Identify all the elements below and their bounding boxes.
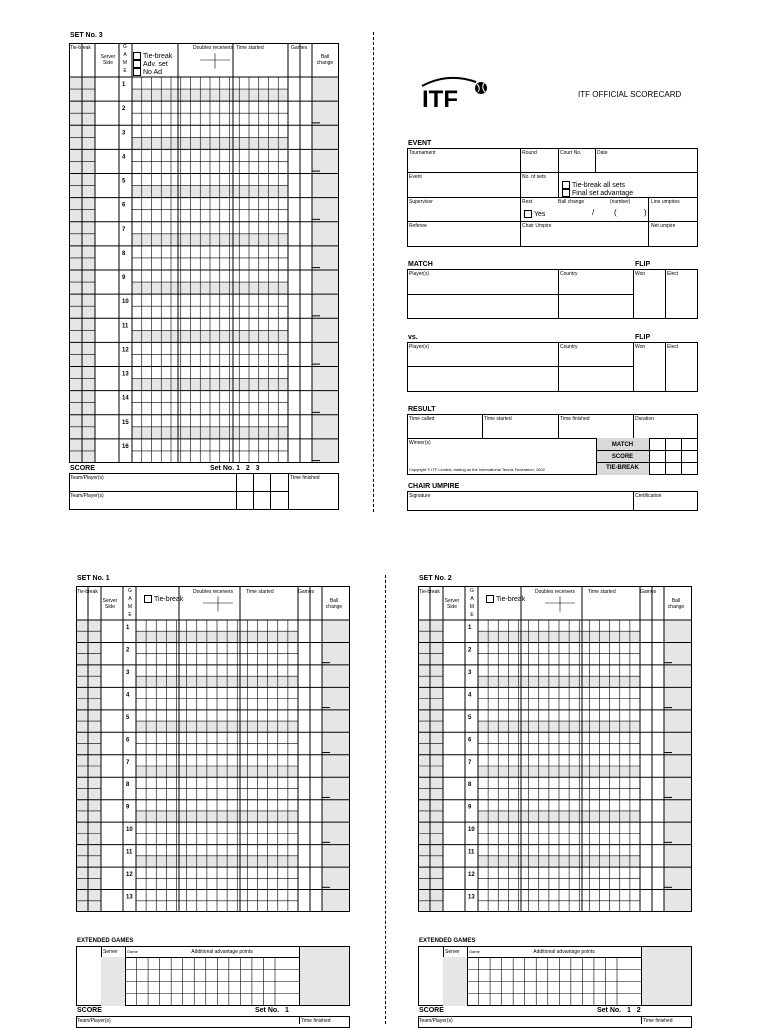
rest-yes-option[interactable]: Yes bbox=[524, 210, 545, 218]
set2-opt-tiebreak[interactable]: Tie-break bbox=[486, 595, 525, 603]
card-title: ITF OFFICIAL SCORECARD bbox=[578, 90, 682, 99]
game-number: 10 bbox=[122, 299, 129, 306]
set1-ext-game: Game bbox=[127, 949, 138, 954]
round-field[interactable]: Round bbox=[522, 150, 537, 156]
line bbox=[641, 1016, 642, 1024]
set2-ext-game: Game bbox=[469, 949, 480, 954]
vs-elect-field[interactable]: Elect bbox=[667, 344, 679, 350]
checkbox[interactable] bbox=[562, 181, 570, 189]
grid-frame bbox=[70, 44, 339, 463]
game-letter: G bbox=[128, 588, 132, 594]
set3-server-side-label: Server Side bbox=[100, 54, 116, 66]
match-score-box bbox=[596, 438, 698, 475]
set1-scoring-grid[interactable] bbox=[76, 586, 350, 912]
game-number: 7 bbox=[468, 759, 472, 766]
ball-change-paren-open: ( bbox=[614, 208, 617, 217]
set2-doubles-receivers: Doubles receivers bbox=[535, 589, 576, 595]
set1-tiebreak-label: Tie-break bbox=[77, 589, 98, 595]
set2-ext-server: Server bbox=[445, 949, 460, 955]
ext-shade bbox=[101, 957, 125, 1006]
game-number: 3 bbox=[126, 669, 130, 676]
time-finished-field[interactable]: Time finished bbox=[560, 416, 590, 422]
set2-games: Games bbox=[640, 589, 657, 595]
time-called-field[interactable]: Time called bbox=[409, 416, 435, 422]
game-number: 9 bbox=[468, 804, 472, 811]
set1-server-side-label: Server Side bbox=[102, 598, 118, 610]
set2-set-no: Set No. 1 2 bbox=[597, 1007, 641, 1014]
game-number: 15 bbox=[122, 419, 129, 426]
chair-umpire-heading: CHAIR UMPIRE bbox=[408, 483, 460, 490]
set1-extended-grid[interactable] bbox=[101, 957, 299, 1006]
opt-final-set-advantage[interactable]: Final set advantage bbox=[562, 189, 633, 197]
set1-ext-server: Server bbox=[103, 949, 118, 955]
set2-extended-heading: EXTENDED GAMES bbox=[419, 938, 476, 944]
ball-change-number: (number) bbox=[610, 199, 631, 205]
game-number: 11 bbox=[122, 323, 129, 330]
supervisor-field[interactable]: Supervisor bbox=[409, 199, 433, 205]
tournament-field[interactable]: Tournament bbox=[409, 150, 436, 156]
net-umpire-field[interactable]: Net umpire bbox=[651, 223, 676, 229]
opt-tiebreak-all-sets[interactable]: Tie-break all sets bbox=[562, 181, 625, 189]
game-letter: E bbox=[128, 612, 132, 618]
set2-scoring-grid[interactable] bbox=[418, 586, 692, 912]
vs-table bbox=[407, 342, 698, 392]
game-number: 3 bbox=[122, 130, 126, 137]
game-number: 16 bbox=[122, 443, 129, 450]
game-letter: E bbox=[470, 612, 474, 618]
vs-players-field[interactable]: Player(s) bbox=[409, 344, 430, 350]
game-letter: E bbox=[123, 68, 127, 74]
game-number: 5 bbox=[468, 714, 472, 721]
game-number: 1 bbox=[468, 625, 472, 631]
game-number: 5 bbox=[122, 178, 126, 185]
game-number: 6 bbox=[126, 737, 130, 744]
game-number: 7 bbox=[126, 759, 130, 766]
ball-change-slash: / bbox=[592, 208, 595, 217]
game-letter: A bbox=[128, 596, 132, 602]
ball-change-shade bbox=[664, 620, 691, 912]
time-started-field[interactable]: Time started bbox=[484, 416, 512, 422]
no-of-sets-field[interactable]: No. of sets bbox=[522, 174, 546, 180]
set2-server-side-label: Server Side bbox=[444, 598, 460, 610]
line-umpires-field[interactable]: Line umpires bbox=[651, 199, 680, 205]
game-number: 8 bbox=[122, 250, 126, 257]
set2-extended-grid[interactable] bbox=[443, 957, 641, 1006]
game-number: 7 bbox=[122, 226, 126, 233]
checkbox[interactable] bbox=[524, 210, 532, 218]
set1-time-started: Time started bbox=[246, 589, 274, 595]
set2-score-label: SCORE bbox=[419, 1007, 444, 1014]
court-field[interactable]: Court No. bbox=[560, 150, 582, 156]
set1-games: Games bbox=[298, 589, 315, 595]
game-number: 11 bbox=[468, 849, 475, 856]
winner-field[interactable]: Winner(s) bbox=[409, 440, 431, 446]
signature-field[interactable]: Signature bbox=[409, 493, 431, 499]
certification-field[interactable]: Certification bbox=[635, 493, 662, 499]
game-number: 13 bbox=[126, 894, 133, 901]
set3-team1[interactable]: Team/Player(s) bbox=[70, 475, 104, 481]
set3-tiebreak-label: Tie-break bbox=[70, 45, 91, 51]
match-players-field[interactable]: Player(s) bbox=[409, 271, 430, 277]
game-letter: A bbox=[123, 52, 127, 58]
game-number: 10 bbox=[126, 827, 133, 834]
game-number: 12 bbox=[122, 347, 129, 354]
set3-opt-noad[interactable]: No Ad bbox=[133, 68, 162, 76]
vs-won-field[interactable]: Won bbox=[635, 344, 646, 350]
checkbox[interactable] bbox=[562, 189, 570, 197]
ball-change-paren-close: ) bbox=[644, 208, 647, 217]
game-number: 3 bbox=[468, 669, 472, 676]
set1-doubles-receivers: Doubles receivers bbox=[193, 589, 234, 595]
vs-country-field[interactable]: Country bbox=[560, 344, 578, 350]
fold-line-bottom bbox=[385, 575, 386, 1024]
match-won-field[interactable]: Won bbox=[635, 271, 646, 277]
match-label: MATCH bbox=[611, 442, 634, 448]
result-heading: RESULT bbox=[408, 406, 436, 413]
set2-time-started: Time started bbox=[588, 589, 616, 595]
game-letter: M bbox=[127, 604, 133, 610]
match-heading: MATCH bbox=[408, 261, 433, 268]
set2-team[interactable]: Team/Player(s) bbox=[419, 1018, 453, 1024]
fold-line bbox=[373, 32, 374, 512]
svg-text:ITF: ITF bbox=[422, 86, 458, 110]
date-field[interactable]: Date bbox=[597, 150, 608, 156]
set1-set-no: Set No. 1 bbox=[255, 1007, 289, 1014]
game-number: 1 bbox=[122, 82, 126, 88]
line bbox=[299, 1016, 300, 1024]
set3-scoring-grid[interactable] bbox=[69, 43, 339, 463]
game-number: 4 bbox=[468, 692, 472, 699]
game-number: 9 bbox=[122, 275, 126, 281]
game-number: 6 bbox=[122, 202, 126, 209]
game-number: 9 bbox=[126, 804, 130, 811]
game-number: 5 bbox=[126, 714, 130, 721]
game-number: 8 bbox=[126, 782, 130, 789]
game-letter: M bbox=[122, 60, 128, 66]
chair-umpire-field[interactable]: Chair Umpire bbox=[522, 223, 552, 229]
set3-ball-change: Ball change bbox=[316, 54, 334, 66]
set1-ext-additional: Additional advantage points bbox=[191, 949, 253, 955]
event-field[interactable]: Event bbox=[409, 174, 422, 180]
duration-field[interactable]: Duration bbox=[635, 416, 654, 422]
set1-title: SET No. 1 bbox=[77, 575, 110, 582]
set2-title: SET No. 2 bbox=[419, 575, 452, 582]
copyright: Copyright © ITF Limited, trading as the International Tennis Federation, 2002 bbox=[409, 467, 545, 472]
tiebreak-label: TIE-BREAK bbox=[606, 465, 639, 471]
set1-opt-tiebreak[interactable]: Tie-break bbox=[144, 595, 183, 603]
set2-tiebreak-label: Tie-break bbox=[419, 589, 440, 595]
vs-heading: vs. bbox=[408, 334, 418, 341]
game-letter: G bbox=[470, 588, 474, 594]
set2-ball-change: Ball change bbox=[667, 598, 685, 610]
game-letter: M bbox=[469, 604, 475, 610]
game-number: 2 bbox=[468, 647, 472, 654]
set2-time-finished[interactable]: Time finished bbox=[643, 1018, 673, 1024]
referee-field[interactable]: Referee bbox=[409, 223, 427, 229]
game-number: 13 bbox=[122, 371, 129, 378]
game-number: 11 bbox=[126, 849, 133, 856]
set3-opt-tiebreak[interactable]: Tie-break bbox=[133, 52, 172, 60]
game-number: 1 bbox=[126, 625, 130, 631]
set3-opt-adv[interactable]: Adv. set bbox=[133, 60, 168, 68]
ball-change-shade bbox=[322, 620, 349, 912]
game-number: 10 bbox=[468, 827, 475, 834]
game-letter: A bbox=[470, 596, 474, 602]
game-number: 8 bbox=[468, 782, 472, 789]
set3-team2[interactable]: Team/Player(s) bbox=[70, 493, 104, 499]
game-number: 13 bbox=[468, 894, 475, 901]
rest-field[interactable]: Rest bbox=[522, 199, 533, 205]
itf-logo bbox=[418, 72, 498, 110]
game-letter: G bbox=[123, 44, 127, 50]
match-flip-heading: FLIP bbox=[635, 261, 651, 268]
game-number: 2 bbox=[122, 106, 126, 113]
set3-score-label: SCORE bbox=[70, 465, 95, 472]
set3-set-no: Set No. 1 2 3 bbox=[210, 465, 260, 472]
game-number: 2 bbox=[126, 647, 130, 654]
set2-ext-additional: Additional advantage points bbox=[533, 949, 595, 955]
game-number: 14 bbox=[122, 395, 129, 402]
set1-ball-change: Ball change bbox=[325, 598, 343, 610]
set1-time-finished[interactable]: Time finished bbox=[301, 1018, 331, 1024]
vs-flip-heading: FLIP bbox=[635, 334, 651, 341]
set3-title: SET No. 3 bbox=[70, 32, 103, 39]
score-label: SCORE bbox=[611, 454, 634, 460]
set1-extended-heading: EXTENDED GAMES bbox=[77, 938, 134, 944]
game-number: 12 bbox=[468, 872, 475, 879]
game-number: 4 bbox=[122, 154, 126, 161]
set3-time-started: Time started bbox=[236, 45, 264, 51]
ext-shade bbox=[443, 957, 467, 1006]
game-number: 4 bbox=[126, 692, 130, 699]
ext-shade-right bbox=[642, 947, 691, 1005]
set1-score-label: SCORE bbox=[77, 1007, 102, 1014]
match-elect-field[interactable]: Elect bbox=[667, 271, 679, 277]
set1-team[interactable]: Team/Player(s) bbox=[77, 1018, 111, 1024]
game-number: 12 bbox=[126, 872, 133, 879]
match-country-field[interactable]: Country bbox=[560, 271, 578, 277]
set3-time-finished[interactable]: Time finished bbox=[290, 475, 320, 481]
set3-doubles-receivers: Doubles receivers bbox=[193, 45, 234, 51]
set3-games: Games bbox=[291, 45, 308, 51]
ext-shade-right bbox=[300, 947, 349, 1005]
event-heading: EVENT bbox=[408, 140, 432, 147]
game-number: 6 bbox=[468, 737, 472, 744]
ball-change-field[interactable]: Ball change bbox=[558, 199, 585, 205]
